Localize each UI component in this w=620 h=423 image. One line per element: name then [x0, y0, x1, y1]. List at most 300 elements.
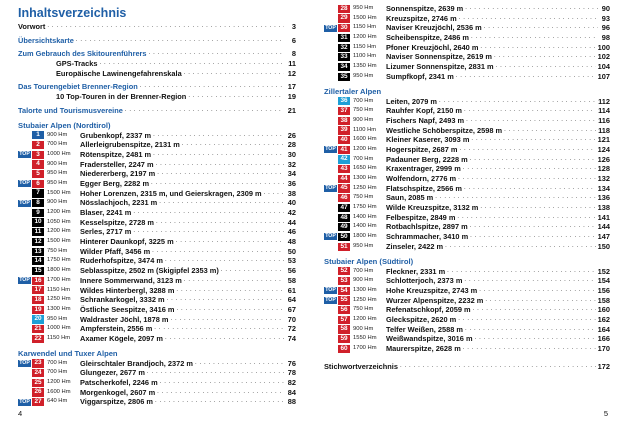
- tour-entry[interactable]: [324, 344, 610, 354]
- leader-dots: [176, 305, 284, 315]
- tour-elevation-gain: 900 Hm: [353, 116, 374, 123]
- leader-dots: [125, 106, 284, 116]
- tour-elevation-gain: 1350 Hm: [353, 63, 377, 70]
- leader-dots: [264, 189, 284, 199]
- tour-page: 152: [597, 266, 610, 276]
- tour-elevation-gain: 900 Hm: [47, 160, 68, 167]
- top-badge-spacer: [324, 108, 337, 115]
- leader-dots: [463, 164, 596, 174]
- tour-page: 26: [287, 130, 296, 140]
- leader-dots: [182, 140, 284, 150]
- tour-elevation-gain: 950 Hm: [47, 170, 68, 177]
- tour-elevation-gain: 1200 Hm: [353, 315, 377, 322]
- tour-entry[interactable]: [18, 140, 296, 150]
- tour-page: 170: [597, 344, 610, 353]
- tour-elevation-gain: 1300 Hm: [353, 286, 377, 293]
- tour-elevation-gain: 1150 Hm: [353, 24, 377, 31]
- tour-name: Hogerspitze, 2687 m: [386, 144, 458, 154]
- leader-dots: [494, 52, 596, 62]
- toc-entry-label: Stichwortverzeichnis: [324, 361, 398, 371]
- tour-entry[interactable]: [324, 33, 610, 43]
- tour-entry[interactable]: [324, 203, 610, 213]
- leader-dots: [156, 160, 284, 170]
- tour-entry[interactable]: [18, 179, 296, 189]
- top-badge-spacer: [324, 316, 337, 323]
- tour-page: 121: [597, 135, 610, 145]
- tour-elevation-gain: 1250 Hm: [47, 296, 71, 303]
- tour-page: 74: [287, 333, 296, 343]
- tour-page: 132: [597, 174, 610, 183]
- tour-number-badge: 19: [32, 306, 44, 314]
- tour-name: Blaser, 2241 m: [80, 208, 132, 217]
- tour-number-badge: 16: [32, 277, 44, 285]
- top-badge-spacer: [18, 316, 31, 323]
- tour-entry[interactable]: [324, 213, 610, 223]
- leader-dots: [464, 276, 595, 286]
- tour-name: Gleirschtaler Brandjoch, 2372 m: [80, 358, 193, 368]
- tour-name: Rauhfer Kopf, 2150 m: [386, 106, 462, 116]
- tour-page: 72: [287, 324, 296, 334]
- toc-entry-page: 11: [288, 59, 296, 69]
- top-badge-spacer: [324, 195, 337, 202]
- tour-entry[interactable]: [18, 150, 296, 160]
- tour-entry[interactable]: [324, 305, 610, 315]
- top-badge-spacer: [324, 224, 337, 231]
- tour-entry[interactable]: [324, 97, 610, 107]
- leader-dots: [157, 169, 284, 179]
- top-badge-spacer: [324, 63, 337, 70]
- tour-page: 124: [597, 144, 610, 154]
- tour-page: 156: [597, 285, 610, 295]
- right-page: [310, 0, 620, 423]
- tour-entry[interactable]: [324, 334, 610, 344]
- tour-elevation-gain: 1800 Hm: [47, 267, 71, 274]
- tour-number-badge: 2: [32, 141, 44, 149]
- tour-page: 112: [598, 96, 610, 106]
- tour-name: Grubenkopf, 2337 m: [80, 130, 152, 140]
- tour-number-badge: 30: [338, 24, 350, 32]
- tour-name: Pfoner Kreuzjöchl, 2640 m: [386, 42, 479, 52]
- leader-dots: [149, 49, 284, 59]
- tour-elevation-gain: 1500 Hm: [47, 238, 71, 245]
- tour-name: Waldraster Jöchl, 1878 m: [80, 314, 169, 324]
- tour-entry[interactable]: [324, 222, 610, 232]
- toc-entry-label: Das Tourengebiet Brenner-Region: [18, 82, 138, 92]
- tour-entry[interactable]: [324, 232, 610, 242]
- tour-elevation-gain: 1150 Hm: [47, 334, 71, 341]
- tour-entry[interactable]: [324, 52, 610, 62]
- leader-dots: [471, 33, 598, 43]
- tour-entry[interactable]: [18, 131, 296, 141]
- leader-dots: [184, 276, 284, 286]
- tour-number-badge: 32: [338, 44, 350, 52]
- toc-entry[interactable]: [18, 59, 296, 69]
- tour-elevation-gain: 1700 Hm: [47, 276, 71, 283]
- toc-entry-page: 3: [291, 22, 296, 31]
- top-badge-spacer: [324, 326, 337, 333]
- tour-elevation-gain: 750 Hm: [353, 107, 374, 114]
- tour-name: Schlotterjoch, 2373 m: [386, 276, 463, 286]
- tour-number-badge: 41: [338, 146, 350, 154]
- tour-entry[interactable]: [18, 359, 296, 369]
- top-tour-badge: TOP: [19, 398, 30, 405]
- tour-number-badge: 8: [32, 199, 44, 207]
- toc-entry-label: Zum Gebrauch des Skitourenführers: [18, 49, 147, 59]
- tour-entry[interactable]: [18, 315, 296, 325]
- tour-entry[interactable]: [324, 286, 610, 296]
- tour-entry[interactable]: [324, 135, 610, 145]
- tour-elevation-gain: 1300 Hm: [353, 175, 377, 181]
- toc-entry-label: 10 Top-Touren in der Brenner-Region: [56, 92, 187, 102]
- tour-name: Gleckspitze, 2620 m: [386, 314, 457, 324]
- top-badge-spacer: [324, 34, 337, 41]
- tour-elevation-gain: 1100 Hm: [353, 126, 377, 133]
- top-tour-badge: TOP: [19, 180, 30, 187]
- leader-dots: [188, 92, 284, 102]
- top-badge-spacer: [18, 306, 31, 313]
- tour-page: 154: [597, 276, 610, 286]
- top-badge-spacer: [324, 117, 337, 124]
- top-badge-spacer: [18, 142, 31, 149]
- tour-page: 104: [597, 62, 610, 72]
- tour-elevation-gain: 900 Hm: [353, 325, 374, 332]
- tour-name: Flatschspitze, 2566 m: [386, 183, 462, 193]
- tour-entry[interactable]: [18, 160, 296, 170]
- tour-number-badge: 1: [32, 131, 44, 139]
- tour-page: 78: [287, 368, 296, 378]
- top-badge-spacer: [18, 267, 31, 274]
- tour-name: Östliche Seespitze, 3416 m: [80, 304, 175, 314]
- top-badge-spacer: [324, 44, 337, 51]
- tour-entry[interactable]: [324, 4, 610, 14]
- tour-elevation-gain: 1250 Hm: [353, 184, 377, 191]
- leader-dots: [152, 247, 284, 257]
- tour-number-badge: 15: [32, 267, 44, 275]
- toc-entry-page: 12: [287, 68, 296, 78]
- tour-name: Kesselspitze, 2728 m: [80, 217, 154, 227]
- tour-entry[interactable]: [18, 378, 296, 388]
- tour-number-badge: 12: [32, 238, 44, 246]
- tour-entry[interactable]: [18, 247, 296, 257]
- top-badge-spacer: [18, 209, 31, 216]
- toc-entry[interactable]: [18, 36, 296, 46]
- toc-entry[interactable]: [18, 106, 296, 116]
- tour-entry[interactable]: [324, 296, 610, 306]
- tour-number-badge: 6: [32, 180, 44, 188]
- tour-entry[interactable]: [324, 325, 610, 335]
- tour-entry[interactable]: [18, 334, 296, 344]
- toc-entry[interactable]: [18, 49, 296, 59]
- tour-entry[interactable]: [18, 305, 296, 315]
- top-tour-badge: TOP: [325, 287, 336, 294]
- top-tour-badge: TOP: [325, 296, 336, 303]
- tour-number-badge: 50: [338, 233, 350, 241]
- tour-name: Ruderhofspitze, 3474 m: [80, 256, 163, 266]
- top-badge-spacer: [324, 214, 337, 221]
- tour-entry[interactable]: [324, 145, 610, 155]
- tour-elevation-gain: 1600 Hm: [353, 136, 377, 143]
- tour-page: 30: [287, 149, 296, 159]
- tour-entry[interactable]: [324, 164, 610, 174]
- leader-dots: [445, 242, 596, 252]
- tour-entry[interactable]: [324, 43, 610, 53]
- section-heading[interactable]: Zillertaler Alpen: [324, 86, 382, 96]
- leader-dots: [140, 82, 284, 92]
- tour-page: 46: [287, 227, 296, 237]
- tour-page: 160: [597, 305, 610, 315]
- tour-number-badge: 52: [338, 267, 350, 275]
- tour-number-badge: 39: [338, 126, 350, 134]
- tour-page: 42: [287, 208, 296, 217]
- tour-elevation-gain: 1650 Hm: [353, 165, 377, 172]
- tour-elevation-gain: 950 Hm: [353, 5, 374, 11]
- tour-name: Fleckner, 2331 m: [386, 266, 446, 276]
- tour-name: Seblasspitze, 2502 m (Skigipfel 2353 m): [80, 266, 219, 276]
- tour-number-badge: 59: [338, 335, 350, 343]
- tour-page: 36: [287, 178, 296, 188]
- leader-dots: [133, 227, 284, 237]
- section-heading[interactable]: Karwendel und Tuxer Alpen: [18, 348, 118, 358]
- top-badge-spacer: [324, 243, 337, 250]
- tour-entry[interactable]: [18, 218, 296, 228]
- tour-page: 102: [597, 52, 610, 62]
- toc-entry[interactable]: [18, 69, 296, 79]
- tour-page: 61: [287, 285, 296, 295]
- toc-entry[interactable]: [18, 22, 296, 32]
- tour-entry[interactable]: [324, 193, 610, 203]
- tour-number-badge: 56: [338, 306, 350, 314]
- top-badge-spacer: [18, 248, 31, 255]
- leader-dots: [155, 397, 284, 407]
- tour-name: Westliche Schöberspitze, 2598 m: [386, 125, 503, 135]
- tour-number-badge: 47: [338, 204, 350, 212]
- tour-entry[interactable]: [324, 184, 610, 194]
- tour-number-badge: 14: [32, 257, 44, 265]
- leader-dots: [47, 22, 284, 32]
- tour-name: Kleiner Kaserer, 3093 m: [386, 135, 470, 145]
- leader-dots: [447, 267, 595, 277]
- toc-entry[interactable]: [18, 92, 296, 102]
- tour-elevation-gain: 640 Hm: [47, 398, 68, 405]
- tour-name: Refenatschkopf, 2059 m: [386, 305, 471, 315]
- tour-number-badge: 49: [338, 223, 350, 231]
- tour-page: 96: [601, 23, 610, 33]
- tour-page: 147: [597, 232, 610, 242]
- tour-entry[interactable]: [324, 126, 610, 136]
- tour-entry[interactable]: [18, 227, 296, 237]
- tour-page: 150: [597, 241, 610, 251]
- top-badge-spacer: [324, 15, 337, 22]
- top-badge-spacer: [18, 287, 31, 294]
- tour-entry[interactable]: [18, 237, 296, 247]
- top-badge-spacer: [18, 297, 31, 304]
- tour-number-badge: 38: [338, 117, 350, 125]
- top-badge-spacer: [324, 336, 337, 343]
- tour-name: Fradersteller, 2247 m: [80, 159, 154, 169]
- top-tour-badge: TOP: [325, 185, 336, 192]
- section-heading[interactable]: Stubaier Alpen (Südtirol): [324, 256, 414, 266]
- tour-entry[interactable]: [324, 174, 610, 184]
- tour-entry[interactable]: [18, 189, 296, 199]
- tour-elevation-gain: 700 Hm: [353, 155, 374, 162]
- tour-elevation-gain: 950 Hm: [47, 179, 68, 186]
- tour-entry[interactable]: [324, 23, 610, 33]
- tour-name: Serles, 2717 m: [80, 227, 132, 237]
- top-badge-spacer: [18, 389, 31, 396]
- leader-dots: [480, 203, 595, 213]
- tour-elevation-gain: 1500 Hm: [47, 189, 71, 196]
- top-tour-badge: TOP: [325, 24, 336, 31]
- tour-page: 44: [287, 217, 296, 227]
- tour-entry[interactable]: [18, 388, 296, 398]
- leader-dots: [485, 296, 595, 306]
- tour-page: 100: [597, 42, 610, 52]
- tour-name: Wurzer Alpenspitze, 2232 m: [386, 295, 484, 305]
- tour-entry[interactable]: [324, 315, 610, 325]
- toc-entry[interactable]: [18, 82, 296, 92]
- tour-elevation-gain: 1000 Hm: [47, 150, 71, 157]
- toc-entry-page: 6: [291, 35, 296, 45]
- top-badge-spacer: [324, 307, 337, 314]
- tour-elevation-gain: 900 Hm: [47, 131, 68, 138]
- tour-entry[interactable]: [324, 106, 610, 116]
- top-tour-badge: TOP: [19, 199, 30, 206]
- tour-entry[interactable]: [18, 324, 296, 334]
- leader-dots: [165, 334, 284, 344]
- tour-entry[interactable]: [324, 62, 610, 72]
- tour-name: Hoher Lorenzen, 2315 m, und Geierskragen, 2309 m: [80, 188, 262, 198]
- tour-page: 114: [598, 106, 610, 116]
- toc-entry-label: Talorte und Tourismusvereine: [18, 105, 123, 115]
- tour-number-badge: 17: [32, 286, 44, 294]
- leader-dots: [479, 286, 595, 296]
- tour-entry[interactable]: [18, 169, 296, 179]
- tour-name: Schrammacher, 3410 m: [386, 232, 469, 242]
- tour-entry[interactable]: [324, 72, 610, 82]
- tour-number-badge: 43: [338, 165, 350, 173]
- top-badge-spacer: [18, 219, 31, 226]
- tour-elevation-gain: 700 Hm: [47, 141, 68, 148]
- tour-entry[interactable]: [18, 198, 296, 208]
- tour-name: Innere Sommerwand, 3123 m: [80, 275, 182, 285]
- tour-elevation-gain: 1200 Hm: [47, 228, 71, 235]
- tour-entry[interactable]: [324, 267, 610, 277]
- tour-number-badge: 36: [338, 97, 350, 105]
- tour-name: Maurerspitze, 2628 m: [386, 344, 461, 353]
- tour-elevation-gain: 1150 Hm: [47, 286, 71, 293]
- top-badge-spacer: [18, 370, 31, 377]
- top-tour-badge: TOP: [19, 359, 30, 366]
- tour-page: 82: [287, 378, 296, 387]
- toc-entry-page: 19: [287, 92, 296, 102]
- tour-page: 134: [597, 183, 610, 193]
- tour-page: 64: [287, 295, 296, 305]
- tour-entry[interactable]: [18, 368, 296, 378]
- tour-entry[interactable]: [324, 242, 610, 252]
- tour-page: 56: [287, 266, 296, 276]
- tour-elevation-gain: 750 Hm: [353, 194, 374, 201]
- tour-name: Rötenspitze, 2481 m: [80, 149, 152, 159]
- toc-entry-label: GPS-Tracks: [56, 59, 98, 69]
- right-toc-body: [324, 4, 610, 371]
- left-toc-body: [18, 22, 296, 407]
- tour-number-badge: 20: [32, 315, 44, 323]
- tour-page: 162: [597, 314, 610, 324]
- leader-dots: [153, 150, 284, 160]
- toc-entry-page: 21: [287, 105, 296, 115]
- tour-entry[interactable]: [18, 295, 296, 305]
- top-badge-spacer: [18, 335, 31, 342]
- leader-dots: [463, 344, 596, 354]
- tour-entry[interactable]: [18, 266, 296, 276]
- leader-dots: [153, 131, 284, 141]
- tour-page: 164: [597, 324, 610, 334]
- leader-dots: [458, 315, 595, 325]
- tour-elevation-gain: 1150 Hm: [353, 43, 377, 50]
- tour-elevation-gain: 1600 Hm: [47, 388, 71, 395]
- tour-entry[interactable]: [324, 276, 610, 286]
- tour-entry[interactable]: [18, 256, 296, 266]
- tour-entry[interactable]: [18, 286, 296, 296]
- tour-elevation-gain: 950 Hm: [353, 242, 374, 249]
- leader-dots: [400, 362, 596, 372]
- leader-dots: [195, 359, 284, 369]
- tour-name: Sonnenspitze, 2639 m: [386, 4, 464, 13]
- top-badge-spacer: [18, 326, 31, 333]
- tour-page: 58: [287, 275, 296, 285]
- tour-elevation-gain: 950 Hm: [47, 315, 68, 322]
- leader-dots: [457, 213, 595, 223]
- leader-dots: [147, 368, 284, 378]
- tour-entry[interactable]: [18, 208, 296, 218]
- tour-number-badge: 29: [338, 14, 350, 22]
- tour-number-badge: 28: [338, 5, 350, 13]
- tour-name: Schrankarkogel, 3332 m: [80, 295, 165, 305]
- tour-page: 126: [597, 154, 610, 164]
- tour-number-badge: 11: [32, 228, 44, 236]
- tour-page: 107: [597, 71, 610, 81]
- tour-entry[interactable]: [324, 14, 610, 24]
- tour-name: Allerleigrubenspitze, 2131 m: [80, 140, 180, 150]
- tour-elevation-gain: 1400 Hm: [353, 213, 377, 220]
- tour-name: Wilder Pfaff, 3456 m: [80, 246, 151, 256]
- toc-entry[interactable]: [324, 362, 610, 372]
- leader-dots: [159, 198, 284, 208]
- top-badge-spacer: [324, 278, 337, 285]
- page-number-right: 5: [603, 409, 608, 418]
- tour-number-badge: 58: [338, 325, 350, 333]
- tour-entry[interactable]: [324, 155, 610, 165]
- tour-entry[interactable]: [324, 116, 610, 126]
- section-heading[interactable]: Stubaier Alpen (Nordtirol): [18, 120, 111, 130]
- tour-number-badge: 9: [32, 209, 44, 217]
- tour-name: Zinseler, 2422 m: [386, 241, 444, 251]
- tour-number-badge: 35: [338, 73, 350, 81]
- leader-dots: [176, 286, 284, 296]
- tour-number-badge: 53: [338, 277, 350, 285]
- leader-dots: [504, 126, 596, 136]
- tour-page: 48: [287, 237, 296, 247]
- top-badge-spacer: [18, 258, 31, 265]
- tour-name: Felbespitze, 2849 m: [386, 212, 456, 222]
- tour-entry[interactable]: [18, 397, 296, 407]
- tour-entry[interactable]: [18, 276, 296, 286]
- leader-dots: [133, 208, 284, 218]
- tour-elevation-gain: 950 Hm: [353, 72, 374, 79]
- leader-dots: [167, 295, 284, 305]
- tour-number-badge: 26: [32, 388, 44, 396]
- leader-dots: [465, 4, 598, 14]
